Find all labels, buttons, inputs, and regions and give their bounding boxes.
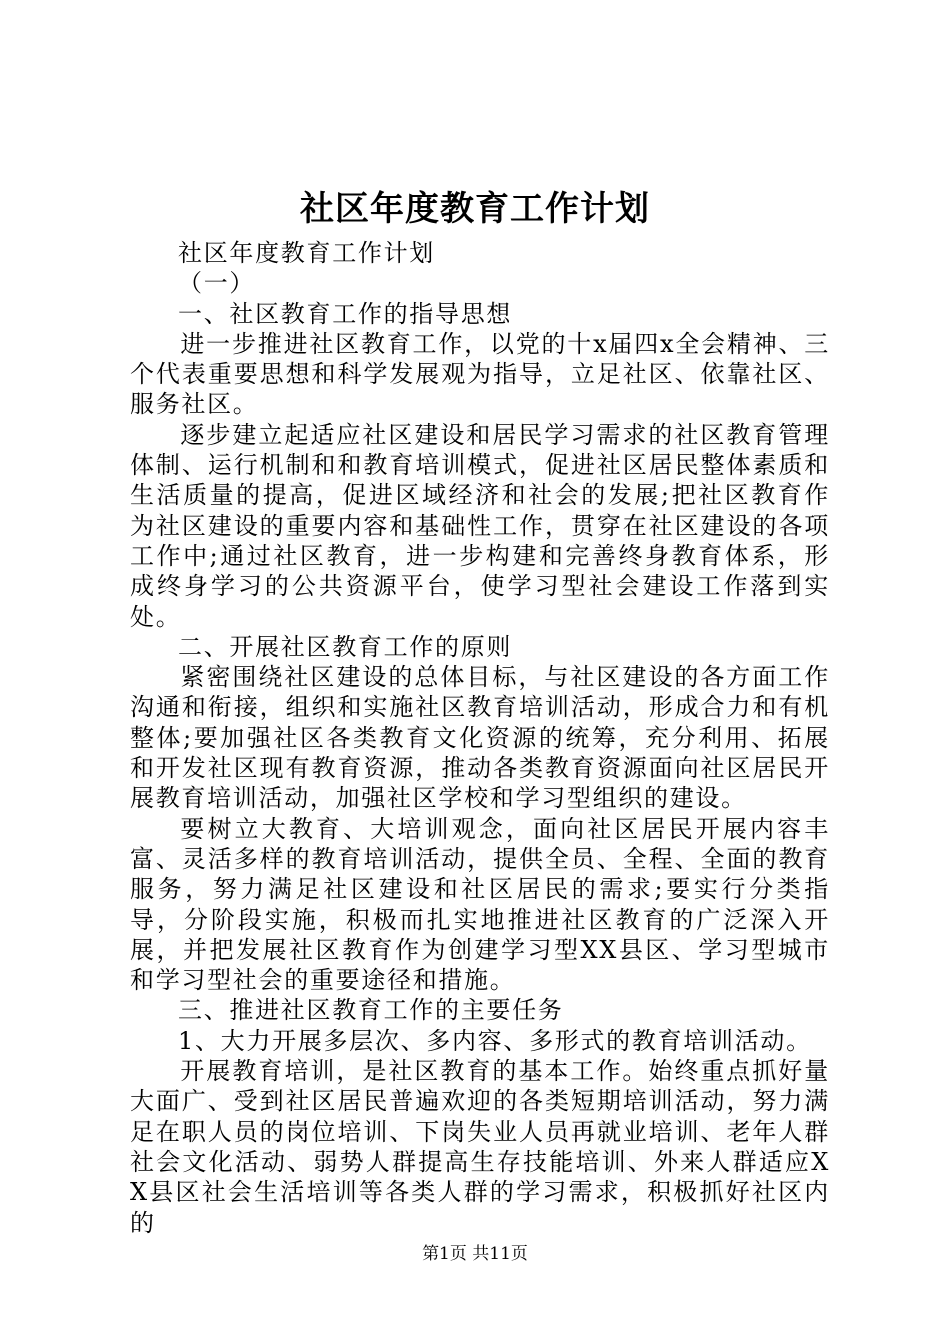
heading-main-tasks: 三、推进社区教育工作的主要任务 <box>178 996 564 1025</box>
heading-task-1: 1、大力开展多层次、多内容、多形式的教育培训活动。 <box>178 1026 812 1055</box>
paragraph-guiding-ideology: 进一步推进社区教育工作，以党的十x届四x全会精神、三个代表重要思想和科学发展观为指导，立足社区、依靠社区、服务社区。 <box>130 329 830 419</box>
paragraph-task-1-training: 开展教育培训，是社区教育的基本工作。始终重点抓好量大面广、受到社区居民普遍欢迎的各类短期培训活动，努力满足在职人员的岗位培训、下岗失业人员再就业培训、老年人群社会文化活动、弱势人群提高生存技能培训、外来人群适应XX县区社会生活培训等各类人群的学习需求，积极抓好社区内的 <box>130 1057 830 1237</box>
paragraph-part-number: （一） <box>178 269 256 298</box>
paragraph-management-system: 逐步建立起适应社区建设和居民学习需求的社区教育管理体制、运行机制和和教育培训模式，促进社区居民整体素质和生活质量的提高，促进区域经济和社会的发展;把社区教育作为社区建设的重要内容和基础性工作，贯穿在社区建设的各项工作中;通过社区教育，进一步构建和完善终身教育体系，形成终身学习的公共资源平台，使学习型社会建设工作落到实处。 <box>130 420 830 631</box>
document-body <box>130 238 830 1238</box>
paragraph-principles-education-concept: 要树立大教育、大培训观念，面向社区居民开展内容丰富、灵活多样的教育培训活动，提供全员、全程、全面的教育服务，努力满足社区建设和社区居民的需求;要实行分类指导，分阶段实施，积极而扎实地推进社区教育的广泛深入开展，并把发展社区教育作为创建学习型XX县区、学习型城市和学习型社会的重要途径和措施。 <box>130 814 830 995</box>
heading-guiding-ideology: 一、社区教育工作的指导思想 <box>178 299 513 328</box>
document-title: 社区年度教育工作计划 <box>300 189 650 229</box>
heading-principles: 二、开展社区教育工作的原则 <box>178 632 513 661</box>
paragraph-subtitle: 社区年度教育工作计划 <box>178 239 435 267</box>
paragraph-principles-coordination: 紧密围绕社区建设的总体目标，与社区建设的各方面工作沟通和衔接，组织和实施社区教育培训活动，形成合力和有机整体;要加强社区各类教育文化资源的统筹，充分利用、拓展和开发社区现有教育资源，推动各类教育资源面向社区居民开展教育培训活动，加强社区学校和学习型组织的建设。 <box>130 663 830 813</box>
page-number-footer: 第1页 共11页 <box>422 1244 528 1264</box>
